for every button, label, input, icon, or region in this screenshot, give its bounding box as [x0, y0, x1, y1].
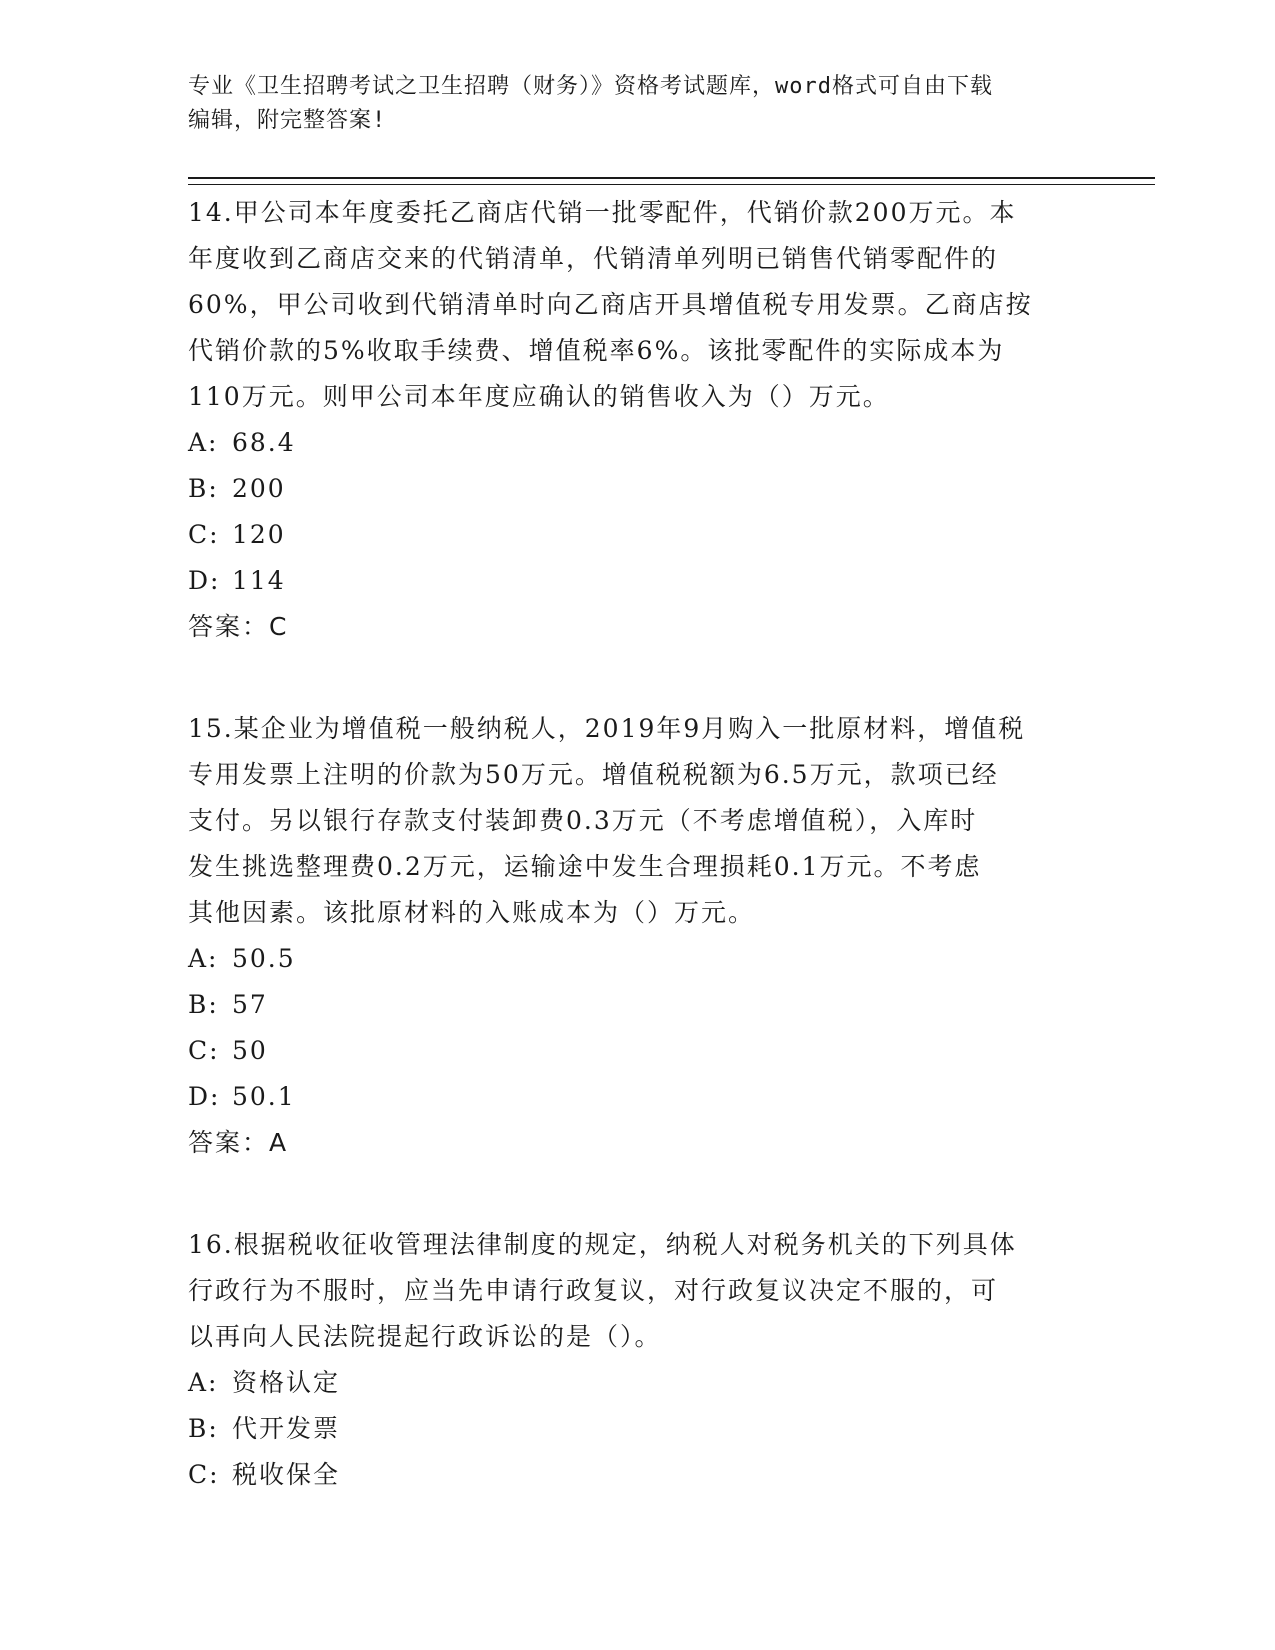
- option-d: [188, 1074, 1088, 1120]
- option-key: A:: [188, 944, 219, 973]
- option-value: 税收保全: [232, 1460, 341, 1489]
- option-b: [188, 1406, 1088, 1452]
- answer-line: 答案：C: [188, 612, 289, 641]
- question-15: [188, 706, 1088, 1166]
- option-a: [188, 936, 1088, 982]
- option-value: 50.1: [232, 1082, 296, 1111]
- option-c: [188, 1452, 1088, 1498]
- question-stem: 14.甲公司本年度委托乙商店代销一批零配件，代销价款200万元。本 年度收到乙商店交来的代销清单，代销清单列明已销售代销零配件的 60%，甲公司收到代销清单时向乙商店开具增值税专用发票。乙商店按 代销价款的5%收取手续费、增值税率6%。该批零配件的实际成本为 110万元。则甲公司本年度应确认的销售收入为（）万元。: [188, 198, 1033, 411]
- option-key: D:: [188, 566, 221, 595]
- option-key: B:: [188, 474, 219, 503]
- option-key: D:: [188, 1082, 221, 1111]
- question-list: [188, 190, 1088, 1554]
- question-stem: 15.某企业为增值税一般纳税人，2019年9月购入一批原材料，增值税 专用发票上注明的价款为50万元。增值税税额为6.5万元，款项已经 支付。另以银行存款支付装卸费0.3万元（不考虑增值税），入库时 发生挑选整理费0.2万元，运输途中发生合理损耗0.1万元。不考虑 其他因素。该批原材料的入账成本为（）万元。: [188, 714, 1026, 927]
- answer-line: 答案：A: [188, 1128, 289, 1157]
- option-value: 代开发票: [232, 1414, 341, 1443]
- option-value: 114: [232, 566, 286, 595]
- header-rule-thin: [188, 184, 1155, 185]
- option-value: 50.5: [232, 944, 296, 973]
- option-key: C:: [188, 1036, 220, 1065]
- option-c: [188, 1028, 1088, 1074]
- option-value: 120: [232, 520, 286, 549]
- option-c: [188, 512, 1088, 558]
- header-line-1: 专业《卫生招聘考试之卫生招聘（财务）》资格考试题库，word格式可自由下载: [188, 74, 993, 99]
- option-key: B:: [188, 990, 219, 1019]
- option-key: A:: [188, 1368, 219, 1397]
- option-value: 57: [232, 990, 268, 1019]
- option-value: 50: [232, 1036, 268, 1065]
- question-stem: 16.根据税收征收管理法律制度的规定，纳税人对税务机关的下列具体 行政行为不服时，应当先申请行政复议，对行政复议决定不服的，可 以再向人民法院提起行政诉讼的是（）。: [188, 1230, 1017, 1351]
- option-value: 200: [232, 474, 286, 503]
- header-line-2: 编辑，附完整答案!: [188, 108, 387, 133]
- option-key: C:: [188, 520, 220, 549]
- option-a: [188, 420, 1088, 466]
- option-value: 资格认定: [232, 1368, 341, 1397]
- option-a: [188, 1360, 1088, 1406]
- option-d: [188, 558, 1088, 604]
- option-b: [188, 982, 1088, 1028]
- option-b: [188, 466, 1088, 512]
- question-16: [188, 1222, 1088, 1498]
- option-key: C:: [188, 1460, 220, 1489]
- option-key: B:: [188, 1414, 219, 1443]
- option-value: 68.4: [232, 428, 296, 457]
- document-header: [188, 70, 1088, 138]
- question-14: [188, 190, 1088, 650]
- option-key: A:: [188, 428, 219, 457]
- header-rule-thick: [188, 177, 1155, 179]
